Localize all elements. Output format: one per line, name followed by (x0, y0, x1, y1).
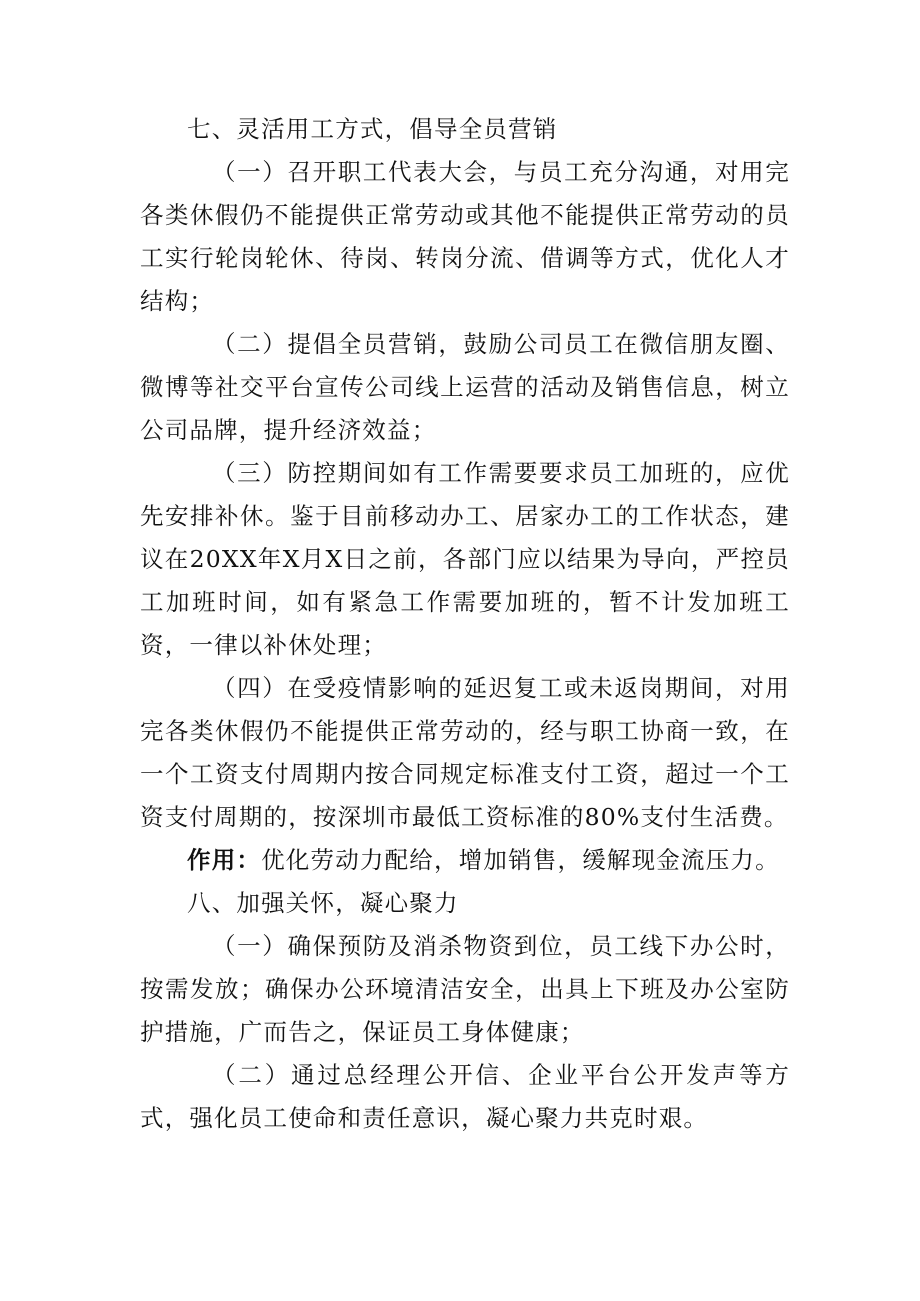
section7-item-1: （一）召开职工代表大会，与员工充分沟通，对用完各类休假仍不能提供正常劳动或其他不能提供正常劳动的员工实行轮岗轮休、待岗、转岗分流、借调等方式，优化人才结构； (140, 158, 790, 315)
effect-text: 优化劳动力配给，增加销售，缓解现金流压力。 (261, 846, 780, 874)
document-body (140, 108, 790, 1140)
section8-item-2: （二）通过总经理公开信、企业平台公开发声等方式，强化员工使命和责任意识，凝心聚力共克时艰。 (140, 1061, 790, 1132)
section7-item-2: （二）提倡全员营销，鼓励公司员工在微信朋友圈、微博等社交平台宣传公司线上运营的活动及销售信息，树立公司品牌，提升经济效益； (140, 330, 790, 444)
section-heading-8: 八、加强关怀，凝心聚力 (187, 889, 459, 917)
effect-paragraph (140, 839, 790, 882)
effect-label: 作用： (187, 846, 262, 874)
section-heading-7: 七、灵活用工方式，倡导全员营销 (187, 115, 558, 143)
section7-item-4: （四）在受疫情影响的延迟复工或未返岗期间，对用完各类休假仍不能提供正常劳动的，经与职工协商一致，在一个工资支付周期内按合同规定标准支付工资，超过一个工资支付周期的，按深圳市最低工资标准的80%支付生活费。 (140, 674, 790, 831)
section7-item-3: （三）防控期间如有工作需要要求员工加班的，应优先安排补休。鉴于目前移动办工、居家办工的工作状态，建议在20XX年X月X日之前，各部门应以结果为导向，严控员工加班时间，如有紧急工作需要加班的，暂不计发加班工资，一律以补休处理； (140, 459, 790, 659)
section8-item-1: （一）确保预防及消杀物资到位，员工线下办公时，按需发放；确保办公环境清洁安全，出具上下班及办公室防护措施，广而告之，保证员工身体健康； (140, 932, 790, 1046)
